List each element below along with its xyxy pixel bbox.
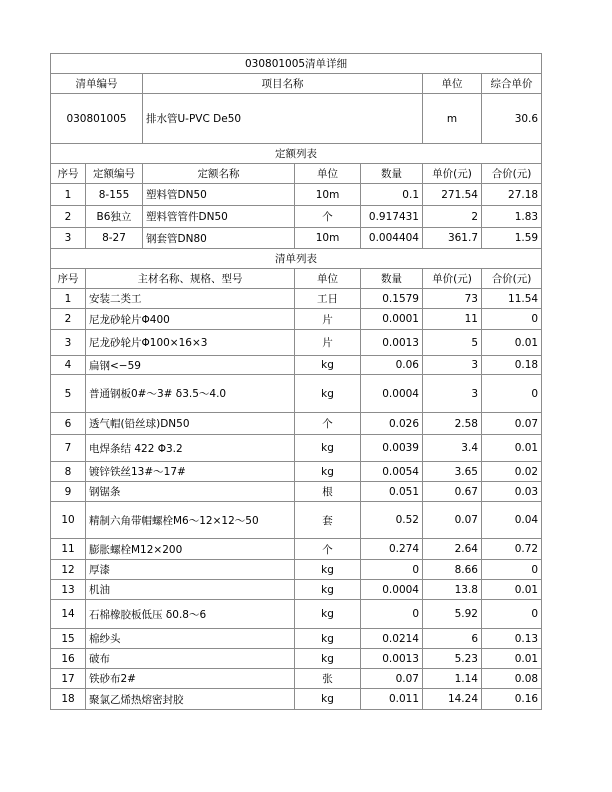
quota-row [51, 228, 542, 249]
material-row [51, 580, 542, 600]
material-total: 0 [482, 560, 542, 580]
quota-total: 27.18 [482, 184, 542, 206]
material-row [51, 560, 542, 580]
quota-qty: 0.1 [361, 184, 423, 206]
material-price-header: 单价(元) [423, 269, 482, 289]
material-name-header: 主材名称、规格、型号 [86, 269, 295, 289]
material-row [51, 539, 542, 560]
material-unit: kg [295, 435, 361, 462]
material-qty: 0.274 [361, 539, 423, 560]
material-total: 0.01 [482, 649, 542, 669]
material-name: 铁砂布2# [86, 669, 295, 689]
quota-name: 塑料管管件DN50 [143, 206, 295, 228]
material-name: 精制六角带帽螺栓M6～12×12～50 [86, 502, 295, 539]
quota-seq: 1 [51, 184, 86, 206]
material-qty: 0 [361, 560, 423, 580]
quota-price-header: 单价(元) [423, 164, 482, 184]
bill-unit: m [423, 94, 482, 144]
quota-qty: 0.004404 [361, 228, 423, 249]
material-seq: 17 [51, 669, 86, 689]
quota-total-header: 合价(元) [482, 164, 542, 184]
material-unit: 工日 [295, 289, 361, 309]
material-price: 1.14 [423, 669, 482, 689]
material-qty: 0.0004 [361, 375, 423, 413]
material-name: 聚氯乙烯热熔密封胶 [86, 689, 295, 710]
quota-seq-header: 序号 [51, 164, 86, 184]
material-qty: 0.07 [361, 669, 423, 689]
material-unit: 个 [295, 413, 361, 435]
material-seq: 18 [51, 689, 86, 710]
bill-name-header: 项目名称 [143, 74, 423, 94]
bill-code: 030801005 [51, 94, 143, 144]
material-row [51, 482, 542, 502]
material-unit: kg [295, 629, 361, 649]
material-price: 3.65 [423, 462, 482, 482]
material-qty-header: 数量 [361, 269, 423, 289]
material-unit: kg [295, 375, 361, 413]
material-seq: 6 [51, 413, 86, 435]
quota-code: 8-155 [86, 184, 143, 206]
bill-detail-sheet [50, 53, 541, 710]
material-row [51, 669, 542, 689]
quota-section-row [51, 144, 542, 164]
bill-header-row [51, 74, 542, 94]
material-row [51, 629, 542, 649]
material-row [51, 375, 542, 413]
material-seq: 7 [51, 435, 86, 462]
material-price: 8.66 [423, 560, 482, 580]
material-qty: 0.06 [361, 356, 423, 375]
material-name: 透气帽(铅丝球)DN50 [86, 413, 295, 435]
material-name: 电焊条结 422 Φ3.2 [86, 435, 295, 462]
quota-code: 8-27 [86, 228, 143, 249]
material-total-header: 合价(元) [482, 269, 542, 289]
material-total: 0.01 [482, 435, 542, 462]
bill-unit-price: 30.6 [482, 94, 542, 144]
bill-unit-header: 单位 [423, 74, 482, 94]
quota-name: 钢套管DN80 [143, 228, 295, 249]
material-unit: kg [295, 689, 361, 710]
material-unit: 根 [295, 482, 361, 502]
material-name: 石棉橡胶板低压 δ0.8～6 [86, 600, 295, 629]
material-seq: 1 [51, 289, 86, 309]
material-qty: 0.026 [361, 413, 423, 435]
quota-code: B6独立 [86, 206, 143, 228]
material-price: 3 [423, 375, 482, 413]
material-unit: 个 [295, 539, 361, 560]
material-row [51, 462, 542, 482]
sheet-title: 030801005清单详细 [51, 54, 542, 74]
material-seq: 10 [51, 502, 86, 539]
material-total: 0.07 [482, 413, 542, 435]
material-name: 棉纱头 [86, 629, 295, 649]
material-price: 73 [423, 289, 482, 309]
material-name: 安装二类工 [86, 289, 295, 309]
material-qty: 0.0013 [361, 649, 423, 669]
quota-qty-header: 数量 [361, 164, 423, 184]
quota-name-header: 定额名称 [143, 164, 295, 184]
material-name: 破布 [86, 649, 295, 669]
material-total: 0.03 [482, 482, 542, 502]
quota-price: 2 [423, 206, 482, 228]
material-total: 0.13 [482, 629, 542, 649]
quota-total: 1.59 [482, 228, 542, 249]
material-total: 0.02 [482, 462, 542, 482]
material-price: 5.92 [423, 600, 482, 629]
material-unit: kg [295, 462, 361, 482]
material-total: 0 [482, 375, 542, 413]
bill-item-row [51, 94, 542, 144]
material-row [51, 309, 542, 330]
material-total: 0.01 [482, 580, 542, 600]
material-total: 0.18 [482, 356, 542, 375]
material-seq: 9 [51, 482, 86, 502]
material-unit: kg [295, 356, 361, 375]
material-qty: 0.011 [361, 689, 423, 710]
material-header-row [51, 269, 542, 289]
material-unit: 片 [295, 309, 361, 330]
material-price: 5 [423, 330, 482, 356]
material-row [51, 356, 542, 375]
material-price: 2.64 [423, 539, 482, 560]
material-price: 11 [423, 309, 482, 330]
material-row [51, 330, 542, 356]
material-qty: 0.051 [361, 482, 423, 502]
title-row [51, 54, 542, 74]
material-seq: 13 [51, 580, 86, 600]
material-seq: 2 [51, 309, 86, 330]
material-total: 11.54 [482, 289, 542, 309]
material-price: 5.23 [423, 649, 482, 669]
material-unit: kg [295, 560, 361, 580]
material-qty: 0.0013 [361, 330, 423, 356]
material-qty: 0.0214 [361, 629, 423, 649]
quota-section-title: 定额列表 [51, 144, 542, 164]
material-row [51, 289, 542, 309]
quota-unit-header: 单位 [295, 164, 361, 184]
material-name: 钢锯条 [86, 482, 295, 502]
material-price: 2.58 [423, 413, 482, 435]
material-price: 14.24 [423, 689, 482, 710]
material-qty: 0.0039 [361, 435, 423, 462]
material-qty: 0.0054 [361, 462, 423, 482]
material-seq: 4 [51, 356, 86, 375]
material-name: 尼龙砂轮片Φ400 [86, 309, 295, 330]
material-row [51, 649, 542, 669]
quota-row [51, 184, 542, 206]
bill-name: 排水管U-PVC De50 [143, 94, 423, 144]
quota-price: 271.54 [423, 184, 482, 206]
material-seq: 12 [51, 560, 86, 580]
material-unit: kg [295, 600, 361, 629]
material-total: 0.16 [482, 689, 542, 710]
bill-code-header: 清单编号 [51, 74, 143, 94]
quota-header-row [51, 164, 542, 184]
quota-unit: 10m [295, 228, 361, 249]
material-unit: kg [295, 649, 361, 669]
material-section-row [51, 249, 542, 269]
material-unit: 片 [295, 330, 361, 356]
quota-seq: 2 [51, 206, 86, 228]
quota-row [51, 206, 542, 228]
material-price: 0.67 [423, 482, 482, 502]
material-unit: kg [295, 580, 361, 600]
bill-unit-price-header: 综合单价 [482, 74, 542, 94]
material-qty: 0.0004 [361, 580, 423, 600]
material-total: 0 [482, 600, 542, 629]
material-name: 机油 [86, 580, 295, 600]
material-unit: 张 [295, 669, 361, 689]
material-total: 0.01 [482, 330, 542, 356]
material-section-title: 清单列表 [51, 249, 542, 269]
quota-seq: 3 [51, 228, 86, 249]
material-name: 镀锌铁丝13#～17# [86, 462, 295, 482]
material-seq: 14 [51, 600, 86, 629]
material-qty: 0.1579 [361, 289, 423, 309]
material-total: 0 [482, 309, 542, 330]
material-name: 膨胀螺栓M12×200 [86, 539, 295, 560]
material-name: 扁钢<−59 [86, 356, 295, 375]
material-seq: 5 [51, 375, 86, 413]
material-seq: 11 [51, 539, 86, 560]
material-seq: 8 [51, 462, 86, 482]
material-seq: 15 [51, 629, 86, 649]
material-unit-header: 单位 [295, 269, 361, 289]
material-row [51, 413, 542, 435]
material-price: 6 [423, 629, 482, 649]
material-seq-header: 序号 [51, 269, 86, 289]
material-row [51, 502, 542, 539]
material-price: 0.07 [423, 502, 482, 539]
material-price: 3 [423, 356, 482, 375]
material-unit: 套 [295, 502, 361, 539]
material-total: 0.08 [482, 669, 542, 689]
bill-detail-table [50, 53, 542, 710]
quota-total: 1.83 [482, 206, 542, 228]
material-row [51, 435, 542, 462]
quota-name: 塑料管DN50 [143, 184, 295, 206]
material-qty: 0.0001 [361, 309, 423, 330]
material-name: 尼龙砂轮片Φ100×16×3 [86, 330, 295, 356]
material-total: 0.72 [482, 539, 542, 560]
material-row [51, 689, 542, 710]
material-price: 13.8 [423, 580, 482, 600]
material-name: 厚漆 [86, 560, 295, 580]
material-name: 普通钢板0#～3# δ3.5～4.0 [86, 375, 295, 413]
material-qty: 0 [361, 600, 423, 629]
quota-code-header: 定额编号 [86, 164, 143, 184]
quota-unit: 10m [295, 184, 361, 206]
material-seq: 3 [51, 330, 86, 356]
material-total: 0.04 [482, 502, 542, 539]
quota-price: 361.7 [423, 228, 482, 249]
material-row [51, 600, 542, 629]
quota-qty: 0.917431 [361, 206, 423, 228]
material-qty: 0.52 [361, 502, 423, 539]
material-seq: 16 [51, 649, 86, 669]
quota-unit: 个 [295, 206, 361, 228]
material-price: 3.4 [423, 435, 482, 462]
